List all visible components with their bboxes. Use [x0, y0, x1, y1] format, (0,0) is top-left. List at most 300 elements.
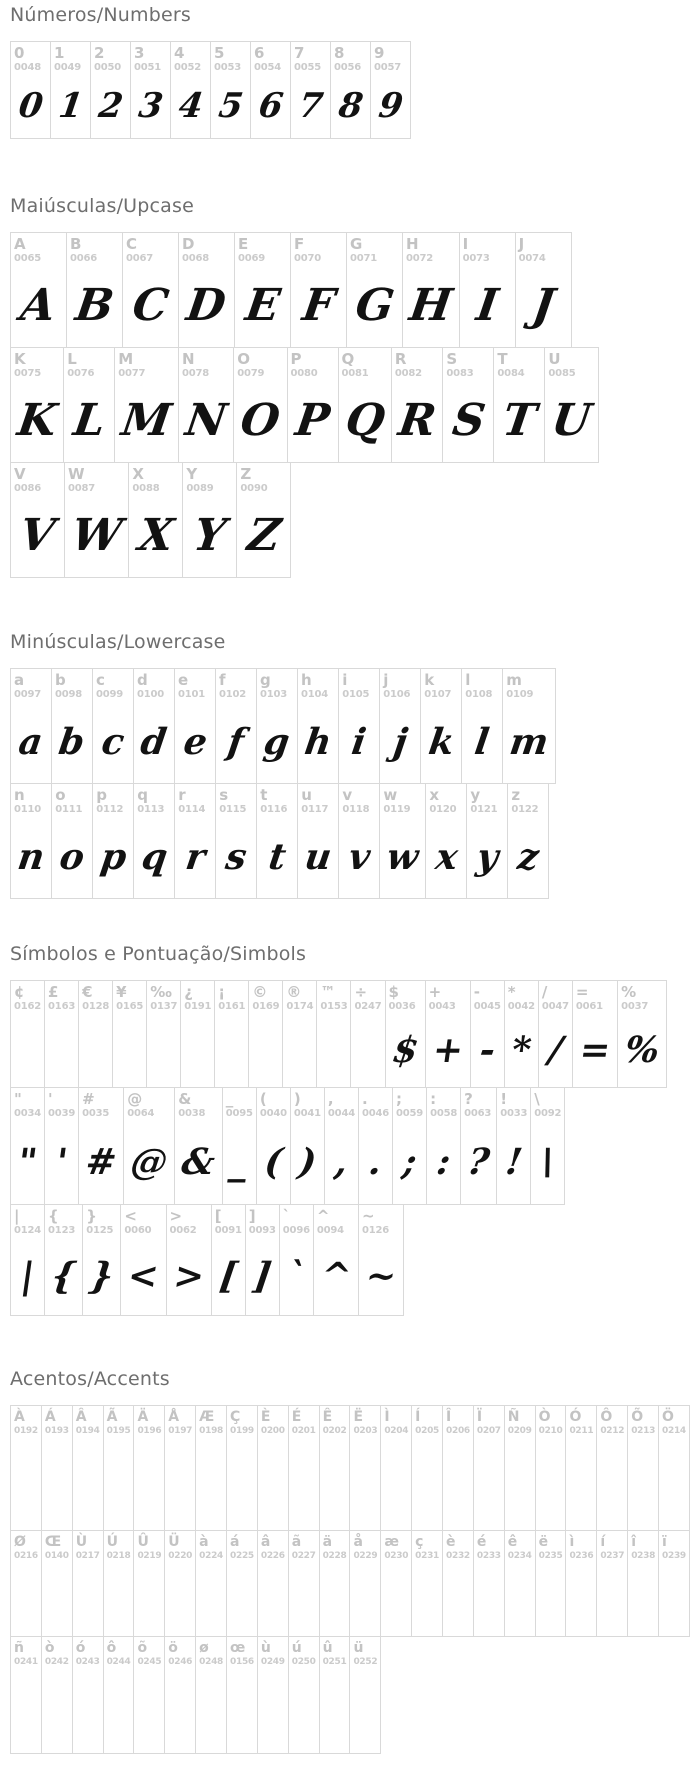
font-glyph: e	[180, 721, 210, 763]
reference-char: n	[14, 786, 25, 804]
glyph-cell	[236, 462, 291, 578]
font-glyph: w	[384, 836, 422, 878]
glyph-cell	[466, 783, 508, 899]
reference-char: U	[548, 350, 561, 368]
font-glyph: ]	[250, 1255, 274, 1297]
unicode-decimal-code: 0228	[322, 1551, 347, 1561]
glyph-area	[294, 74, 327, 138]
glyph-cell	[402, 232, 460, 348]
font-glyph: m	[507, 721, 552, 763]
reference-char: É	[291, 1409, 302, 1425]
glyph-area	[127, 1120, 171, 1204]
reference-char: E	[238, 235, 249, 253]
reference-char: a	[14, 671, 25, 689]
glyph-cell	[178, 232, 235, 348]
unicode-decimal-code: 0058	[430, 1108, 458, 1119]
glyph-area	[576, 1013, 614, 1087]
glyph-cell	[338, 347, 392, 463]
glyph-cell	[290, 232, 347, 348]
glyph-cell	[222, 1087, 257, 1205]
reference-char: p	[96, 786, 107, 804]
glyph-row	[10, 41, 411, 139]
glyph-area	[178, 1120, 219, 1204]
glyph-area	[631, 1563, 655, 1636]
glyph-cell	[596, 1530, 628, 1637]
glyph-cell	[411, 1530, 443, 1637]
glyph-area	[45, 1563, 69, 1636]
glyph-cell	[10, 783, 52, 899]
reference-char: j	[383, 671, 389, 689]
unicode-decimal-code: 0115	[219, 804, 247, 815]
glyph-cell	[64, 462, 129, 578]
reference-char: 4	[174, 44, 185, 62]
font-glyph: -	[476, 1029, 498, 1071]
uppercase-section-title: Maiúsculas/Upcase	[10, 195, 195, 217]
glyph-area	[168, 1563, 192, 1636]
unicode-decimal-code: 0192	[14, 1426, 38, 1436]
unicode-decimal-code: 0206	[446, 1426, 470, 1436]
glyph-row	[10, 232, 572, 348]
unicode-decimal-code: 0103	[260, 689, 288, 700]
glyph-cell	[215, 668, 257, 784]
glyph-area	[68, 495, 125, 577]
font-glyph: i	[349, 721, 369, 763]
unicode-decimal-code: 0202	[322, 1426, 347, 1436]
glyph-row	[10, 1087, 565, 1205]
glyph-cell	[297, 783, 339, 899]
font-glyph: {	[49, 1255, 79, 1297]
glyph-area	[168, 1669, 192, 1753]
glyph-cell	[10, 1530, 42, 1637]
unicode-decimal-code: 0231	[415, 1551, 440, 1561]
unicode-decimal-code: 0052	[174, 62, 202, 73]
reference-char: ¿	[184, 983, 193, 1001]
reference-char: ò	[44, 1640, 55, 1656]
font-glyph: ^	[317, 1255, 354, 1297]
font-glyph: b	[56, 721, 88, 763]
reference-char: t	[260, 786, 268, 804]
reference-char: b	[55, 671, 66, 689]
glyph-area	[214, 74, 247, 138]
glyph-area	[506, 701, 552, 783]
unicode-decimal-code: 0137	[150, 1001, 178, 1012]
reference-char: }	[86, 1207, 97, 1225]
glyph-cell	[461, 668, 503, 784]
glyph-cell	[319, 1530, 351, 1637]
glyph-cell	[10, 347, 64, 463]
reference-char: 2	[94, 44, 105, 62]
unicode-decimal-code: 0193	[44, 1426, 69, 1436]
glyph-cell	[174, 783, 216, 899]
unicode-decimal-code: 0065	[14, 253, 42, 264]
glyph-cell	[460, 1087, 497, 1205]
glyph-cell	[319, 1636, 351, 1754]
unicode-decimal-code: 0106	[383, 689, 411, 700]
glyph-area	[429, 1013, 467, 1087]
glyph-cell	[442, 347, 494, 463]
glyph-area	[182, 265, 231, 347]
font-glyph: T	[499, 395, 540, 446]
glyph-cell	[346, 232, 403, 348]
unicode-decimal-code: 0235	[538, 1551, 563, 1561]
unicode-decimal-code: 0226	[260, 1551, 285, 1561]
reference-char: q	[137, 786, 148, 804]
glyph-cell	[50, 41, 91, 139]
font-glyph: &	[179, 1141, 218, 1183]
unicode-decimal-code: 0039	[48, 1108, 76, 1119]
reference-char: ©	[252, 983, 268, 1001]
glyph-area	[107, 1563, 131, 1636]
glyph-cell	[319, 1405, 351, 1531]
unicode-decimal-code: 0042	[507, 1001, 535, 1012]
unicode-decimal-code: 0068	[182, 253, 210, 264]
glyph-cell	[257, 1530, 289, 1637]
glyph-cell	[166, 1204, 212, 1316]
glyph-area	[497, 380, 541, 462]
reference-char: Á	[44, 1409, 56, 1425]
glyph-row	[10, 980, 667, 1088]
reference-char: (	[259, 1090, 267, 1108]
glyph-row	[10, 1530, 690, 1637]
unicode-decimal-code: 0059	[396, 1108, 424, 1119]
reference-char: î	[631, 1534, 636, 1550]
reference-char: &	[178, 1090, 192, 1108]
font-glyph: 0	[15, 86, 46, 126]
unicode-decimal-code: 0033	[500, 1108, 528, 1119]
reference-char: '	[48, 1090, 53, 1108]
glyph-cell	[210, 41, 251, 139]
font-glyph: E	[242, 280, 283, 331]
glyph-area	[14, 1013, 41, 1087]
reference-char: Œ	[44, 1534, 62, 1550]
unicode-decimal-code: 0250	[291, 1657, 316, 1667]
glyph-area	[254, 74, 287, 138]
unicode-decimal-code: 0072	[406, 253, 434, 264]
unicode-decimal-code: 0245	[137, 1657, 162, 1667]
font-glyph: _	[227, 1141, 252, 1183]
glyph-cell	[214, 980, 249, 1088]
font-glyph: x	[432, 836, 461, 878]
font-glyph: }	[87, 1255, 117, 1297]
glyph-cell	[544, 347, 598, 463]
glyph-cell	[90, 41, 131, 139]
glyph-row	[10, 668, 556, 784]
font-glyph: A	[17, 280, 60, 331]
font-glyph: d	[138, 721, 170, 763]
reference-char: l	[465, 671, 471, 689]
unicode-decimal-code: 0140	[44, 1551, 69, 1561]
unicode-decimal-code: 0194	[75, 1426, 100, 1436]
glyph-area	[353, 1563, 377, 1636]
reference-char: Å	[168, 1409, 180, 1425]
unicode-decimal-code: 0201	[291, 1426, 316, 1436]
unicode-decimal-code: 0089	[186, 483, 214, 494]
glyph-cell	[658, 1405, 690, 1531]
font-glyph: Q	[342, 395, 388, 446]
reference-char: ï	[662, 1534, 667, 1550]
glyph-cell	[41, 1405, 73, 1531]
glyph-cell	[426, 1087, 461, 1205]
unicode-decimal-code: 0214	[662, 1426, 686, 1436]
unicode-decimal-code: 0050	[94, 62, 122, 73]
reference-char: Ø	[14, 1534, 26, 1550]
font-glyph: .	[366, 1141, 385, 1183]
unicode-decimal-code: 0055	[294, 62, 322, 73]
glyph-area	[178, 816, 212, 898]
glyph-area	[465, 701, 499, 783]
font-glyph: Y	[190, 510, 230, 561]
font-glyph: K	[14, 395, 60, 446]
font-glyph: h	[302, 721, 335, 763]
font-glyph: t	[265, 836, 289, 878]
unicode-decimal-code: 0229	[353, 1551, 378, 1561]
glyph-area	[240, 495, 287, 577]
reference-char: æ	[384, 1534, 399, 1550]
reference-char: R	[394, 350, 407, 368]
unicode-decimal-code: 0119	[383, 804, 411, 815]
glyph-cell	[425, 783, 467, 899]
reference-char: _	[225, 1090, 234, 1108]
reference-char: 9	[374, 44, 385, 62]
glyph-area	[464, 1120, 493, 1204]
unicode-decimal-code: 0199	[230, 1426, 254, 1436]
glyph-cell	[146, 980, 181, 1088]
unicode-decimal-code: 0230	[384, 1551, 409, 1561]
reference-char: F	[294, 235, 305, 253]
glyph-area	[260, 701, 294, 783]
reference-char: ]	[248, 1207, 256, 1225]
glyph-cell	[133, 668, 175, 784]
glyph-cell	[420, 668, 462, 784]
glyph-area	[82, 1120, 120, 1204]
unicode-decimal-code: 0204	[384, 1426, 409, 1436]
font-glyph: I	[473, 280, 502, 331]
reference-char: O	[237, 350, 250, 368]
font-glyph: B	[72, 280, 117, 331]
unicode-decimal-code: 0248	[199, 1657, 224, 1667]
glyph-cell	[290, 1087, 325, 1205]
reference-char: +	[428, 983, 442, 1001]
glyph-cell	[349, 1636, 381, 1754]
glyph-area	[70, 265, 119, 347]
glyph-cell	[112, 980, 147, 1088]
unicode-decimal-code: 0094	[316, 1225, 344, 1236]
reference-char: $	[388, 983, 399, 1001]
glyph-cell	[442, 1405, 474, 1531]
unicode-decimal-code: 0080	[290, 368, 318, 379]
unicode-decimal-code: 0044	[327, 1108, 355, 1119]
unicode-decimal-code: 0096	[282, 1225, 310, 1236]
unicode-decimal-code: 0124	[14, 1225, 42, 1236]
glyph-cell	[133, 1405, 165, 1531]
font-glyph: 3	[135, 86, 166, 126]
glyph-area	[424, 701, 458, 783]
unicode-decimal-code: 0085	[548, 368, 576, 379]
glyph-area	[511, 816, 545, 898]
font-glyph: #	[83, 1141, 120, 1183]
font-glyph: u	[302, 836, 335, 878]
reference-char: :	[430, 1090, 437, 1108]
reference-char: |	[14, 1207, 20, 1225]
glyph-area	[569, 1563, 593, 1636]
reference-char: k	[424, 671, 435, 689]
unicode-decimal-code: 0251	[322, 1657, 347, 1667]
reference-char: ¡	[218, 983, 226, 1001]
unicode-decimal-code: 0196	[137, 1426, 162, 1436]
unicode-decimal-code: 0060	[124, 1225, 152, 1236]
font-glyph: G	[352, 280, 397, 331]
glyph-area	[261, 1669, 285, 1753]
font-glyph: /	[545, 1029, 565, 1071]
lowercase-section-title: Minúsculas/Lowercase	[10, 631, 226, 653]
reference-char: é	[476, 1534, 487, 1550]
glyph-area	[353, 1669, 377, 1753]
unicode-decimal-code: 0090	[240, 483, 268, 494]
glyph-cell	[617, 980, 667, 1088]
reference-char: Ñ	[507, 1409, 520, 1425]
unicode-decimal-code: 0108	[465, 689, 493, 700]
reference-char: !	[500, 1090, 508, 1108]
unicode-decimal-code: 0246	[168, 1657, 193, 1667]
unicode-decimal-code: 0239	[662, 1551, 686, 1561]
reference-char: ¢	[14, 983, 25, 1001]
reference-char: ø	[199, 1640, 209, 1656]
font-glyph: j	[390, 721, 410, 763]
glyph-cell	[234, 232, 291, 348]
unicode-decimal-code: 0247	[354, 1001, 382, 1012]
reference-char: s	[219, 786, 229, 804]
font-glyph: V	[16, 510, 59, 561]
glyph-area	[14, 265, 63, 347]
unicode-decimal-code: 0232	[446, 1551, 470, 1561]
reference-char: ^	[316, 1207, 330, 1225]
glyph-cell	[535, 1405, 567, 1531]
glyph-cell	[338, 668, 380, 784]
unicode-decimal-code: 0057	[374, 62, 402, 73]
font-glyph: H	[406, 280, 456, 331]
unicode-decimal-code: 0234	[507, 1551, 532, 1561]
uppercase-glyph-table	[10, 232, 599, 578]
glyph-cell	[250, 41, 291, 139]
glyph-area	[569, 1438, 593, 1530]
section-symbols	[10, 943, 663, 1316]
glyph-area	[342, 701, 376, 783]
font-glyph: a	[16, 721, 46, 763]
reference-char: Ü	[168, 1534, 180, 1550]
unicode-decimal-code: 0198	[199, 1426, 224, 1436]
reference-char: Ä	[137, 1409, 149, 1425]
reference-char: )	[293, 1090, 301, 1108]
reference-char: {	[48, 1207, 59, 1225]
unicode-decimal-code: 0243	[75, 1657, 100, 1667]
glyph-cell	[44, 1087, 79, 1205]
unicode-decimal-code: 0107	[424, 689, 452, 700]
reference-char: ö	[168, 1640, 178, 1656]
unicode-decimal-code: 0249	[260, 1657, 285, 1667]
glyph-area	[14, 1669, 38, 1753]
reference-char: ñ	[14, 1640, 24, 1656]
glyph-cell	[380, 1405, 412, 1531]
font-glyph: X	[135, 510, 177, 561]
glyph-cell	[459, 232, 516, 348]
glyph-area	[415, 1438, 439, 1530]
glyph-cell	[78, 1087, 124, 1205]
font-glyph: z	[515, 836, 542, 878]
glyph-cell	[103, 1636, 135, 1754]
glyph-area	[463, 265, 512, 347]
glyph-cell	[10, 980, 45, 1088]
reference-char: V	[14, 465, 26, 483]
glyph-area	[301, 816, 335, 898]
reference-char: ‰	[150, 983, 172, 1001]
glyph-area	[446, 380, 490, 462]
glyph-cell	[256, 1087, 291, 1205]
unicode-decimal-code: 0109	[506, 689, 534, 700]
unicode-decimal-code: 0252	[353, 1657, 378, 1667]
glyph-area	[362, 1237, 400, 1315]
unicode-decimal-code: 0205	[415, 1426, 440, 1436]
glyph-cell	[324, 1087, 359, 1205]
glyph-cell	[504, 1405, 536, 1531]
glyph-area	[474, 1013, 501, 1087]
font-glyph: F	[299, 280, 338, 331]
unicode-decimal-code: 0128	[82, 1001, 110, 1012]
reference-char: Ö	[662, 1409, 674, 1425]
font-glyph: O	[237, 395, 284, 446]
glyph-cell	[288, 1636, 320, 1754]
glyph-area	[14, 380, 60, 462]
glyph-cell	[370, 41, 411, 139]
glyph-area	[477, 1563, 501, 1636]
reference-char: w	[383, 786, 398, 804]
glyph-cell	[493, 347, 545, 463]
unicode-decimal-code: 0077	[118, 368, 146, 379]
unicode-decimal-code: 0047	[541, 1001, 569, 1012]
unicode-decimal-code: 0211	[569, 1426, 594, 1436]
font-glyph: S	[449, 395, 488, 446]
glyph-cell	[349, 1530, 381, 1637]
glyph-cell	[350, 980, 385, 1088]
reference-char: B	[70, 235, 82, 253]
glyph-cell	[313, 1204, 359, 1316]
glyph-cell	[164, 1636, 196, 1754]
glyph-cell	[215, 783, 257, 899]
unicode-decimal-code: 0110	[14, 804, 42, 815]
glyph-cell	[233, 347, 287, 463]
unicode-decimal-code: 0063	[464, 1108, 492, 1119]
glyph-cell	[44, 980, 79, 1088]
glyph-area	[415, 1563, 439, 1636]
unicode-decimal-code: 0161	[218, 1001, 246, 1012]
glyph-cell	[290, 41, 331, 139]
unicode-decimal-code: 0225	[230, 1551, 254, 1561]
glyph-area	[323, 1563, 347, 1636]
font-glyph: [	[216, 1255, 240, 1297]
reference-char: 5	[214, 44, 225, 62]
reference-char: h	[301, 671, 312, 689]
glyph-cell	[256, 783, 298, 899]
font-glyph: :	[433, 1141, 454, 1183]
unicode-decimal-code: 0035	[82, 1108, 110, 1119]
unicode-decimal-code: 0081	[341, 368, 369, 379]
unicode-decimal-code: 0091	[214, 1225, 242, 1236]
glyph-cell	[502, 668, 556, 784]
glyph-area	[199, 1438, 223, 1530]
glyph-cell	[133, 1636, 165, 1754]
unicode-decimal-code: 0233	[476, 1551, 501, 1561]
font-glyph: R	[395, 395, 440, 446]
symbols-section-title: Símbolos e Pontuação/Simbols	[10, 943, 307, 965]
